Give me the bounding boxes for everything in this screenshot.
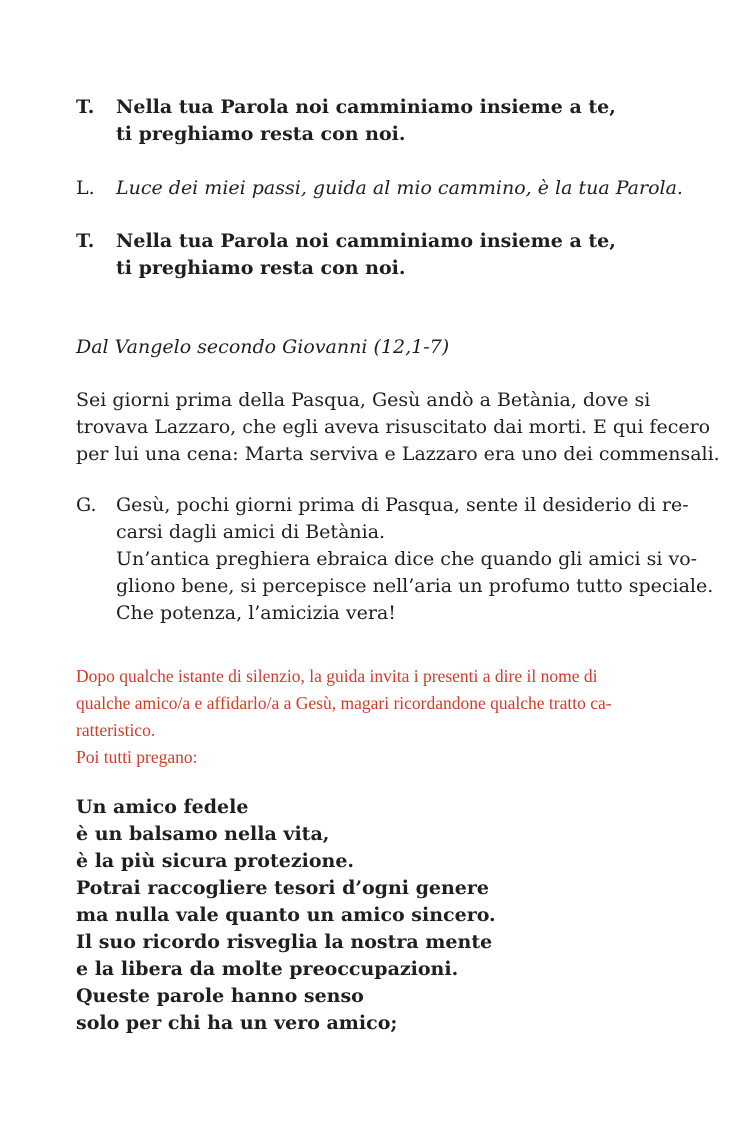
gospel-line: per lui una cena: Marta serviva e Lazzaro era uno dei commensali.	[76, 443, 720, 465]
prayer-line: Il suo ricordo risveglia la nostra mente	[76, 931, 493, 953]
gospel-passage	[76, 387, 720, 468]
guide-line: carsi dagli amici di Betània.	[116, 521, 386, 543]
response-2	[76, 228, 676, 282]
gospel-reference	[76, 334, 676, 361]
speaker-label: T.	[76, 230, 95, 252]
response-line: Nella tua Parola noi camminiamo insieme a te,	[116, 96, 616, 118]
prayer-line: ma nulla vale quanto un amico sincero.	[76, 904, 496, 926]
speaker-label: T.	[76, 96, 95, 118]
speaker-label: L.	[76, 177, 95, 199]
prayer-line: Queste parole hanno senso	[76, 985, 364, 1007]
response-line: ti preghiamo resta con noi.	[116, 257, 406, 279]
rubric-line: Dopo qualche istante di silenzio, la guida invita i presenti a dire il nome di	[76, 666, 598, 686]
rubric-line: ratteristico.	[76, 720, 156, 740]
speaker-label: G.	[76, 494, 97, 516]
gospel-line: Sei giorni prima della Pasqua, Gesù andò a Betània, dove si	[76, 389, 651, 411]
lector-line	[76, 175, 683, 202]
gospel-reference-text: Dal Vangelo secondo Giovanni (12,1-7)	[76, 336, 450, 358]
gospel-line: trovava Lazzaro, che egli aveva risuscitato dai morti. E qui fecero	[76, 416, 711, 438]
guide-line: Un’antica preghiera ebraica dice che quando gli amici si vo-	[116, 548, 698, 570]
rubric-instructions	[76, 663, 676, 771]
response-line: ti preghiamo resta con noi.	[116, 123, 406, 145]
prayer-line: e la libera da molte preoccupazioni.	[76, 958, 459, 980]
guide-line: gliono bene, si percepisce nell’aria un profumo tutto speciale.	[116, 575, 714, 597]
response-line: Nella tua Parola noi camminiamo insieme a te,	[116, 230, 616, 252]
prayer-line: è la più sicura protezione.	[76, 850, 355, 872]
prayer-line: Potrai raccogliere tesori d’ogni genere	[76, 877, 489, 899]
prayer-line: Un amico fedele	[76, 796, 249, 818]
prayer-line: solo per chi ha un vero amico;	[76, 1012, 398, 1034]
rubric-line: qualche amico/a e affidarlo/a a Gesù, magari ricordandone qualche tratto ca-	[76, 693, 612, 713]
response-1	[76, 94, 676, 148]
guide-line: Che potenza, l’amicizia vera!	[116, 602, 396, 624]
prayer-line: è un balsamo nella vita,	[76, 823, 330, 845]
rubric-line: Poi tutti pregano:	[76, 747, 198, 767]
lector-text: Luce dei miei passi, guida al mio cammino, è la tua Parola.	[116, 177, 683, 199]
guide-line: Gesù, pochi giorni prima di Pasqua, sente il desiderio di re-	[116, 494, 689, 516]
prayer-block	[76, 794, 676, 1037]
guide-block	[76, 492, 714, 627]
